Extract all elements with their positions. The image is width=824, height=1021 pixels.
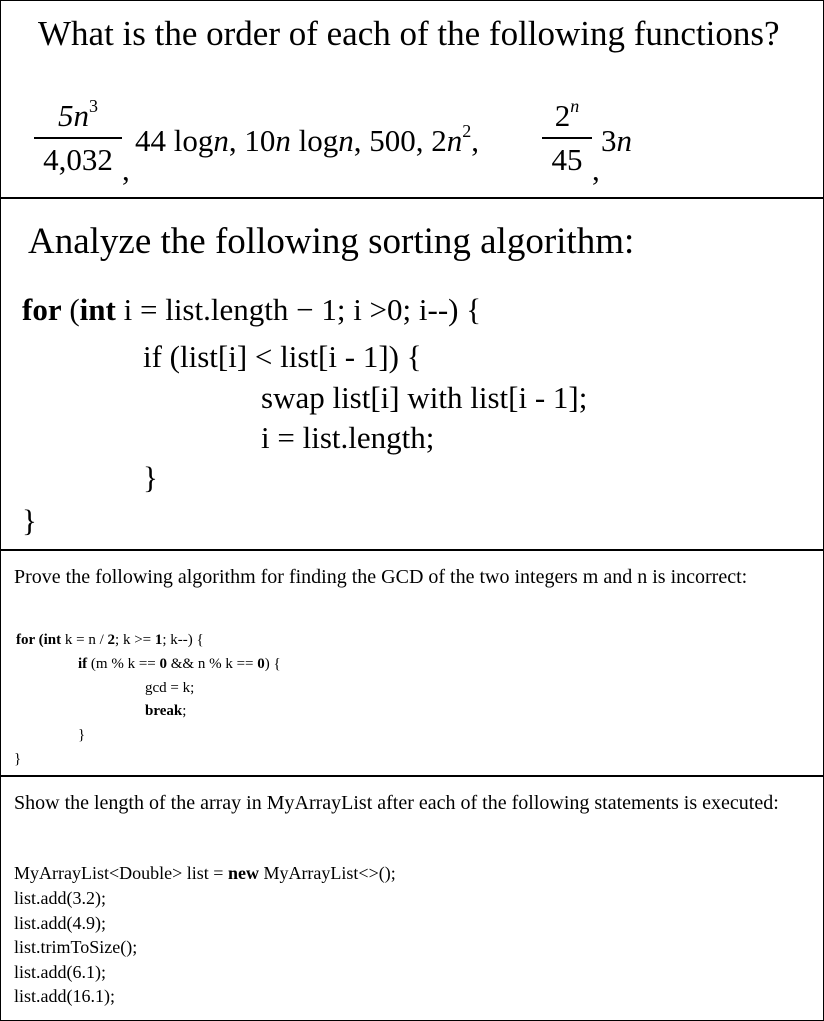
list-line-1 bbox=[14, 861, 396, 886]
seg: ; bbox=[182, 703, 187, 719]
divider-3 bbox=[0, 775, 824, 777]
comma-3: , bbox=[592, 152, 600, 187]
middle-terms bbox=[135, 123, 479, 159]
divider-2 bbox=[0, 549, 824, 551]
seg-bold: 0 bbox=[159, 656, 167, 672]
fraction-1-exponent: 3 bbox=[89, 96, 98, 116]
keyword-break: break bbox=[145, 703, 183, 719]
seg: MyArrayList<>(); bbox=[258, 863, 396, 883]
code-line-3: swap list[i] with list[i - 1]; bbox=[261, 380, 588, 415]
code-line-5: } bbox=[143, 460, 158, 495]
fraction-2-exponent: n bbox=[570, 96, 580, 116]
gcd-line-5: } bbox=[78, 727, 86, 743]
comma-2: , bbox=[471, 123, 479, 158]
term-exponent: 2 bbox=[462, 121, 472, 141]
code-line-2: if (list[i] < list[i - 1]) { bbox=[143, 339, 422, 374]
keyword-int: int bbox=[79, 292, 116, 327]
list-line-5: list.add(6.1); bbox=[14, 962, 106, 982]
term-var: n bbox=[446, 123, 463, 158]
list-line-6: list.add(16.1); bbox=[14, 986, 115, 1006]
divider-1 bbox=[0, 197, 824, 199]
for-header: i = list.length − 1; i >0; i--) { bbox=[115, 292, 482, 327]
keyword-for-int: for (int bbox=[16, 632, 62, 648]
seg-bold: 2 bbox=[107, 632, 116, 648]
seg: (m % k == bbox=[87, 656, 160, 672]
seg: MyArrayList<Double> list = bbox=[14, 863, 228, 883]
gcd-line-3: gcd = k; bbox=[145, 680, 195, 696]
fraction-2-numerator: 2 bbox=[554, 98, 571, 133]
list-line-2: list.add(3.2); bbox=[14, 888, 106, 908]
seg: ) { bbox=[264, 656, 281, 672]
term-var: n bbox=[213, 123, 229, 158]
fraction-5n3-over-4032 bbox=[34, 98, 122, 178]
gcd-line-2 bbox=[78, 656, 281, 673]
seg: && n % k == bbox=[167, 656, 258, 672]
fraction-2n-over-45 bbox=[542, 98, 592, 178]
list-line-4: list.trimToSize(); bbox=[14, 937, 138, 957]
code-line-1 bbox=[22, 292, 481, 328]
gcd-line-6: } bbox=[14, 751, 22, 767]
gcd-line-1 bbox=[16, 632, 204, 649]
question-2-title: Analyze the following sorting algorithm: bbox=[28, 221, 635, 262]
seg: ; k--) { bbox=[162, 632, 204, 648]
question-3-title: Prove the following algorithm for finding the GCD of the two integers m and n is incorrect: bbox=[14, 566, 748, 588]
seg-bold: 0 bbox=[257, 656, 265, 672]
comma-1: , bbox=[122, 152, 130, 187]
term-log: log bbox=[290, 123, 339, 158]
fraction-2-denominator: 45 bbox=[551, 142, 583, 177]
code-line-4: i = list.length; bbox=[261, 420, 435, 455]
term-10: , 10 bbox=[228, 123, 276, 158]
term-44-log: 44 log bbox=[135, 123, 214, 158]
term-var: n bbox=[275, 123, 291, 158]
seg-bold: 1 bbox=[154, 632, 163, 648]
gcd-line-4 bbox=[145, 703, 186, 720]
term-3n-coef: 3 bbox=[601, 123, 617, 158]
seg: k = n / bbox=[61, 632, 108, 648]
question-4-text: Show the length of the array in MyArrayList after each of the following statements is executed: bbox=[14, 792, 779, 814]
keyword-for: for bbox=[22, 292, 62, 327]
list-line-3: list.add(4.9); bbox=[14, 913, 106, 933]
term-var: n bbox=[338, 123, 354, 158]
paren: ( bbox=[61, 292, 80, 327]
term-3n bbox=[601, 123, 632, 159]
term-3n-var: n bbox=[616, 123, 632, 158]
fraction-1-numerator: 5n bbox=[58, 98, 89, 133]
term-500-2: , 500, 2 bbox=[353, 123, 447, 158]
code-line-6: } bbox=[22, 503, 37, 538]
seg: ; k >= bbox=[115, 632, 155, 648]
fraction-1-denominator: 4,032 bbox=[43, 142, 113, 177]
keyword-new: new bbox=[227, 863, 259, 883]
question-1-title: What is the order of each of the following functions? bbox=[38, 14, 780, 53]
keyword-if: if bbox=[78, 656, 88, 672]
